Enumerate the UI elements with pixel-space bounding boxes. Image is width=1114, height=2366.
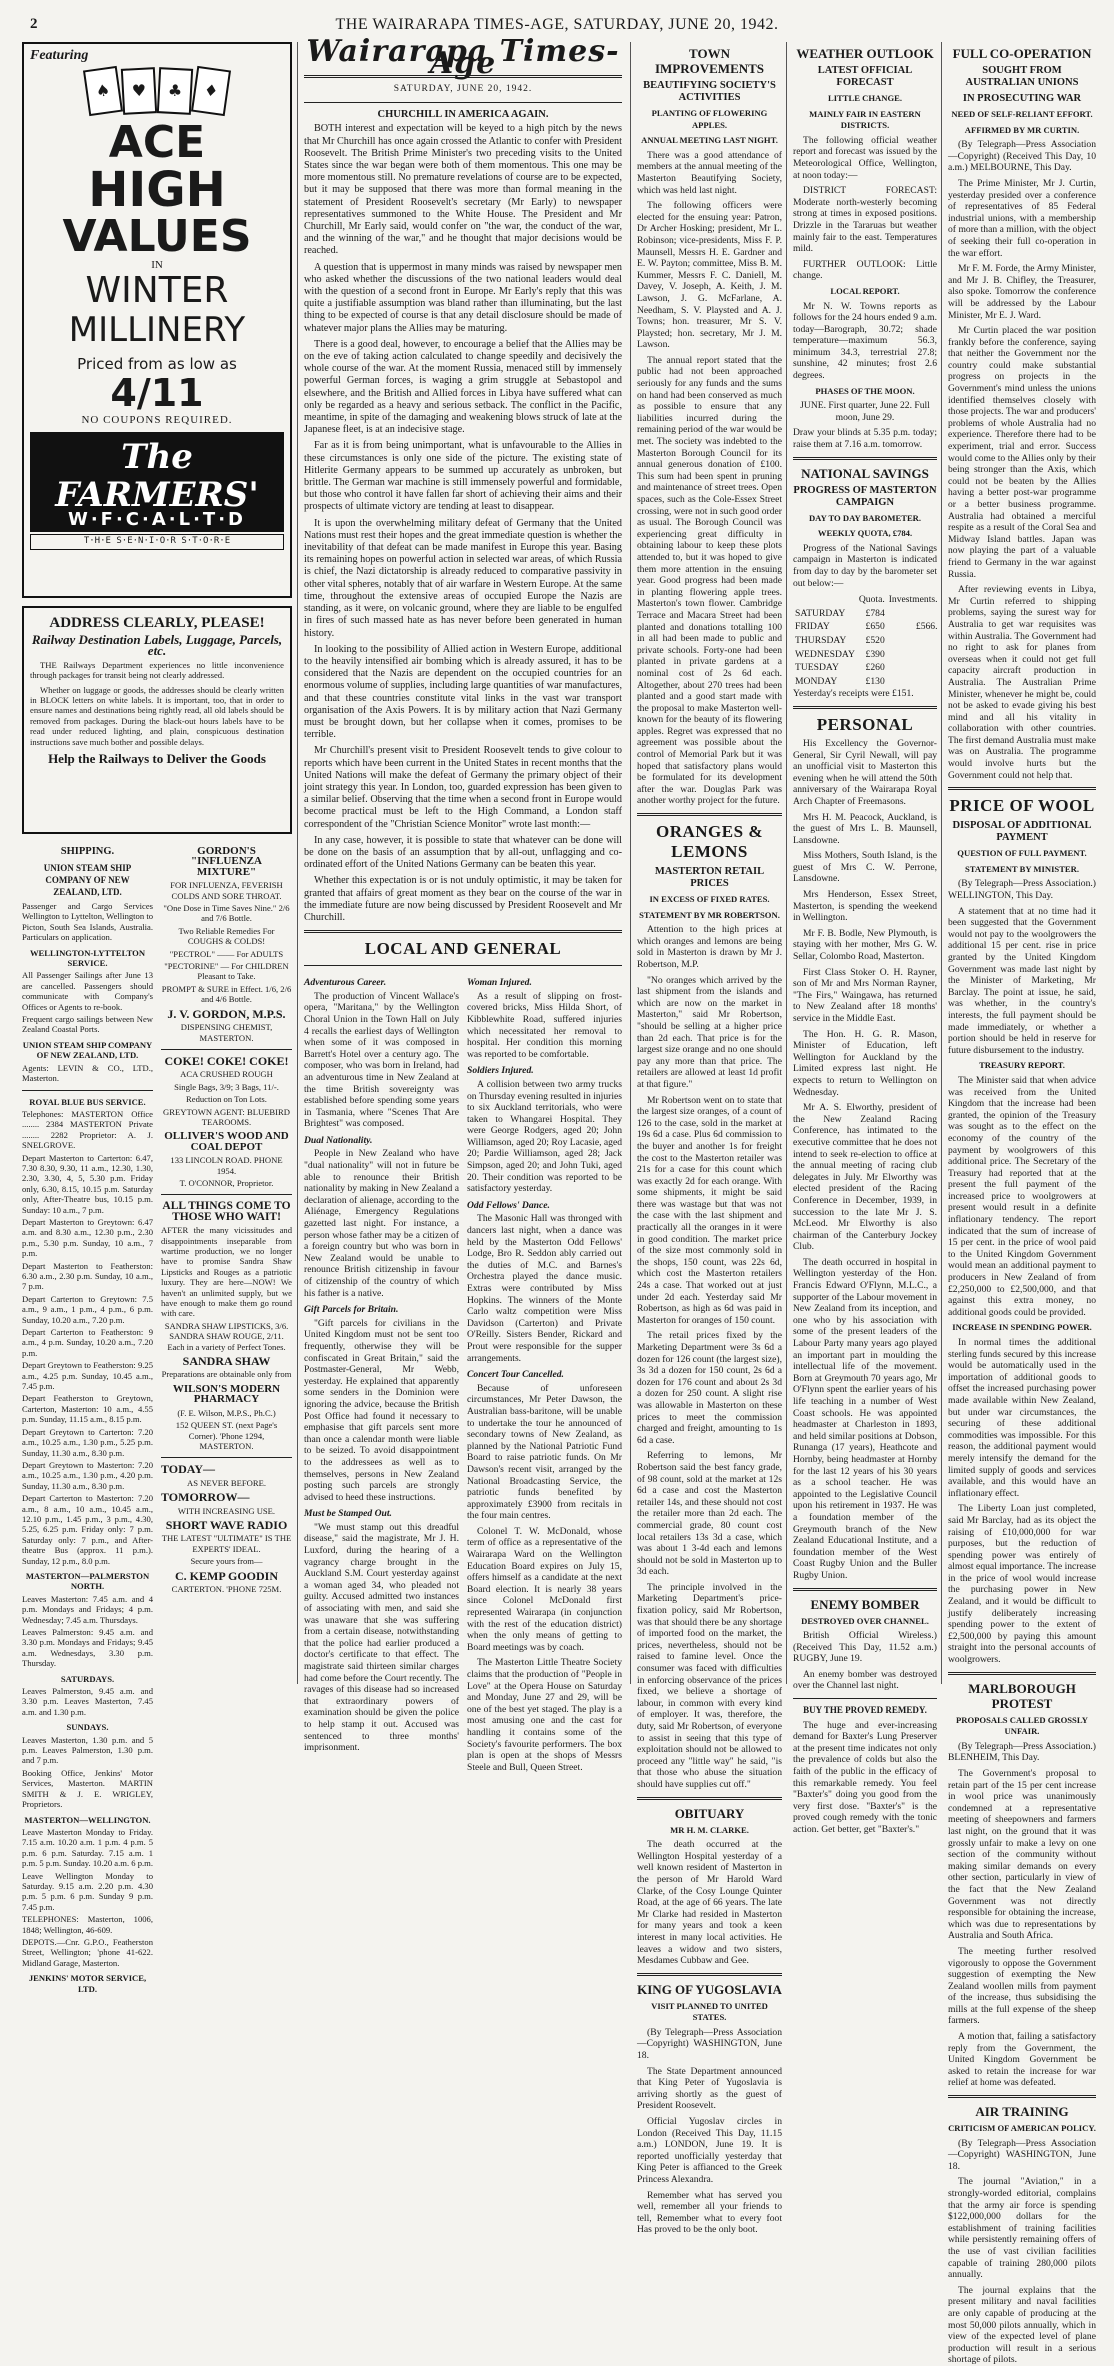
column-rule <box>941 42 942 1684</box>
item-heading: Concert Tour Cancelled. <box>467 1369 564 1381</box>
local-report: Mr N. W. Towns reports as follows for the 24 hours ended 9 a.m. today—Barograph, 30.72; shade temperature—maximum 56.3, minimum 34.3, terrestrial 27.8; sunshine, 42 minutes; frost 2.6 degrees. <box>793 300 937 382</box>
item-text: "Gift parcels for civilians in the United Kingdom must not be sent too frequently, otherwise they will be confiscated in Great Britain," said the Postmaster-General, Mr Webb, yesterday. He explained that apparently some senders in the Dominion were ignoring the advice, because the British Post Office had found it necessary to emphasise that gift parcels sent more than once a calendar month were liable to be seized. To avoid disappointment to the addressees as well as to themselves, persons in New Zealand posting such parcels are strongly advised to heed these instructions. <box>304 1317 459 1503</box>
local-general <box>304 972 622 1777</box>
in-label: IN <box>151 258 163 271</box>
moon-title: PHASES OF THE MOON. <box>815 385 915 396</box>
bus-title: ROYAL BLUE BUS SERVICE. <box>29 1096 146 1107</box>
savings-row <box>793 634 940 648</box>
local-report-title: LOCAL REPORT. <box>830 285 900 296</box>
wilson-pharm2: (F. E. Wilson, M.P.S., Ph.C.) <box>177 1407 276 1418</box>
column-rule <box>297 42 298 1684</box>
obit-title: OBITUARY <box>674 1805 745 1821</box>
telephones: TELEPHONES: Masterton, 1006, 1848; Wellington, 46-609. <box>22 1914 153 1935</box>
price-value: 4/11 <box>110 370 204 415</box>
investments-header: Investments. <box>888 594 938 606</box>
oranges-paragraph: The principle involved in the Marketing Department's price-fixation policy, said Mr Robertson, was that should there be any shortage of imported food on the market, the prices, nevertheless, should not be raised to famine level. Once the consumer was faced with difficulties in enforcing observance of the prices fixed, we believe a shortage of labour, in common with every kind of employer. It was, therefore, the duty, said Mr Robertson, of everyone to assist in seeing that this type of exploitation should not be allowed to proceed any "little way" he said, "is that those who abuse the situation should have supplies cut off." <box>637 1581 782 1790</box>
quota-header: Quota. <box>858 594 885 606</box>
railway-p2: Whether on luggage or goods, the addresses should be clearly written in BLOCK letters on white labels. It is important, too, that in order to ensure names and destinations being rightly read, all old labels should be removed from packages. During the black-out hours labels have to be read under reduced lighting, and plain, conspicuous destination instructions save much bother and possible delays. <box>30 684 284 747</box>
obit-article <box>637 1839 782 1967</box>
coop-paragraph: After reviewing events in Libya, Mr Curtin referred to shipping problems, saying the surest way for Australia to get war requisites was within Australia. The Government had no right to ask for planes from overseas when it could not get full capacity aircraft production in Australia. The Australian Prime Minister, whenever he might be, could not be asked to evade giving his best mind and all his vitality in collaboration with other countries. The first demand Australia must make was on Australia. The programme would involve hurts but the Government could not help that. <box>948 584 1097 781</box>
savings-investment <box>887 648 940 662</box>
personal-paragraph: The Hon. H. G. R. Mason, Minister of Education, left Wellington for Auckland by the Limited express last night. He expects to return to Wellington on Wednesday. <box>793 1028 937 1098</box>
lead-paragraph: It is upon the overwhelming military defeat of Germany that the United Nations must rest their hopes and the great immediate question is whether the inevitability of that defeat can be made manifest in Europe this year. Basing its remaining hopes on powerful action in selected war areas, of which Russia is chief, the Nazi dictatorship is already reduced to comparative passivity in other vital spheres, notably that of air warfare in Western Europe. At the same time, throughout the extensive areas of occupied Europe the Nazis are standing, as it were, on volcanic ground, where they are liable to be engulfed in fires of such massed hate as has never before been generated in human history. <box>304 517 622 639</box>
savings-barometer <box>793 593 940 688</box>
bus-line-9: Depart Greytown to Masterton: 7.20 a.m., 10.25 a.m., 1.30 p.m., 4.20 p.m. Sunday, 11.30 a.m., 8.30 p.m. <box>22 1459 153 1491</box>
farmers-brand: The FARMERS' <box>55 437 259 516</box>
gordon-name: J. V. GORDON, M.P.S. <box>167 1006 286 1021</box>
savings-sub-b: DAY TO DAY BAROMETER. <box>808 512 922 523</box>
yugo-sub: VISIT PLANNED TO UNITED STATES. <box>651 2000 768 2023</box>
savings-day: WEDNESDAY <box>795 648 855 660</box>
olliver-name: OLLIVER'S WOOD AND COAL DEPOT <box>164 1130 289 1153</box>
savings-sub-c: WEEKLY QUOTA, £784. <box>817 528 913 539</box>
item-text: The Masterton Little Theatre Society claims that the production of "People in Love" at the Opera House on Saturday and Monday, June 27 and 29, will be one of the best yet staged. The play is a most amusing one and the cast for handling it contains some of the Society's favourite performers. The box plan is open at the shops of Messrs Steele and Bull, Queen Street. <box>467 1657 622 1773</box>
air-paragraph: The journal explains that the present military and naval facilities are only capable of producing at the most 50,000 pilots annually, which in view of the expected level of plane production will result in a serious shortage of pilots. <box>948 2284 1096 2366</box>
town-sub-c: ANNUAL MEETING LAST NIGHT. <box>641 135 778 146</box>
local-general-left <box>304 972 459 1777</box>
shipping-p3: Frequent cargo sailings between New Zealand Coastal Ports. <box>22 1014 153 1035</box>
town-paragraph: There was a good attendance of members at the annual meeting of the Masterton Beautifying Society, which was held last night. <box>637 149 782 196</box>
item-heading: Dual Nationality. <box>304 1134 373 1146</box>
mw-2: Leave Wellington Monday to Saturday. 9.15 a.m. 2.20 p.m. 4.30 p.m. 5 p.m. 6 p.m. Sunday 9 p.m. 7.45 p.m. <box>22 1870 153 1912</box>
wool-article <box>948 878 1096 1056</box>
item-text: As a result of slipping on frost-covered bricks, Miss Hilda Short, of Kibblewhite Road, suffered injuries which necessitated her removal to hospital. Her condition this morning was reported to be comfortable. <box>467 990 622 1060</box>
savings-investment <box>887 634 940 648</box>
come-prep: Preparations are obtainable only from <box>161 1369 292 1380</box>
weather-sub-c: MAINLY FAIR IN EASTERN DISTRICTS. <box>809 108 921 131</box>
masthead: Wairarapa Times-Age <box>306 34 620 81</box>
coke-title: COKE! COKE! COKE! <box>164 1053 289 1068</box>
gordon-title: GORDON'S "INFLUENZA MIXTURE" <box>191 845 262 878</box>
farmers-advert <box>22 42 292 598</box>
yugo-paragraph: Official Yugoslav circles in London (Received This Day, 11.15 a.m.) LONDON, June 19. It is reported unofficially yesterday that King Peter is affianced to the Greek Princess Alexandra. <box>637 2116 782 2185</box>
blinds-notice: Draw your blinds at 5.35 p.m. today; raise them at 7.16 a.m. tomorrow. <box>793 427 937 451</box>
remedy-text: The huge and ever-increasing demand for Baxter's Lung Preserver at the present time indicates not only the prevalence of colds but also the faith of the public in the efficacy of this remarkable remedy. You feel "Baxter's" doing you good from the very first dose. "Baxter's" is the proved cough remedy with the tonic action. Get better, get "Baxter's." <box>793 1719 937 1835</box>
mw-title: MASTERTON—WELLINGTON. <box>24 1814 151 1825</box>
lead-paragraph: Whether this expectation is or is not unduly optimistic, it may be taken for granted that affairs of great moment as they bear on the course of the war in the immediate future are now being discussed by President Roosevelt and Mr Churchill. <box>304 875 622 923</box>
bus-line-4: Depart Carterton to Greytown: 7.5 a.m., 9 a.m., 1 p.m., 4 p.m., 6 p.m. Sunday, 10.20 a.m., 7.20 p.m. <box>22 1293 153 1325</box>
item-text: The Masonic Hall was thronged with dancers last night, when a dance was held by the Masterton Odd Fellows' Lodge, Bro R. Seddon ably carried out the duties of M.C. and Barnes's Orchestra played the dance music. Extras were contributed by Miss Hopkins. The winners of the Monte Carlo waltz competition were Miss Davidson (Carterton) and Private O'Reilly. Sisters Bender, Rickard and Prout were responsible for the supper arrangements. <box>467 1213 622 1364</box>
bomber-title: ENEMY BOMBER <box>810 1596 920 1612</box>
savings-intro: Progress of the National Savings campaign in Masterton is indicated from day to day by the barometer set out below:— <box>793 542 937 589</box>
marl-paragraph: The Government's proposal to retain part of the 15 per cent increase in wool price was unanimously condemned at a representative meeting of sheepowners and farmers last night, on the ground that it was grossly unfair to make a levy on one section of the community without making similar demands on every other section, particularly in view of the fact that the New Zealand Government was not directly responsible for obtaining the increase, which was due to representations by Australia and South Africa. <box>948 1768 1096 1942</box>
gordon-pectorine: "PECTORINE" — For CHILDREN Pleasant to Take. <box>164 961 289 982</box>
receipts: Yesterday's receipts were £151. <box>793 688 914 700</box>
marl-article <box>948 1741 1096 2089</box>
come-items: SANDRA SHAW LIPSTICKS, 3/6. SANDRA SHAW ROUGE, 2/11. Each in a variety of Perfect Tones. <box>164 1320 289 1352</box>
yugo-paragraph: Remember what has served you well, remember all your friends to tell, Remember what to every foot Has proved to be the only boot. <box>637 2189 782 2236</box>
high-heading: HIGH <box>88 161 226 218</box>
item-heading: Adventurous Career. <box>304 977 387 989</box>
weather-sub-b: LITTLE CHANGE. <box>827 93 903 103</box>
personal-paragraph: Mr F. B. Bodle, New Plymouth, is staying with her mother, Mrs G. W. Sellar, Colombo Road, Masterton. <box>793 927 937 963</box>
item-heading: Soldiers Injured. <box>467 1065 534 1077</box>
air-article <box>948 2138 1096 2366</box>
savings-day: SATURDAY <box>795 607 846 619</box>
treasury-title: TREASURY REPORT. <box>979 1060 1065 1071</box>
savings-title: NATIONAL SAVINGS <box>801 465 929 481</box>
air-paragraph: The journal "Aviation," in a strongly-worded editorial, complains that the army air force is spending $122,000,000 dollars for the establishment of training facilities while persistently remaining offers of the use of vast civilian facilities capable of training 280,000 pilots annually. <box>948 2176 1096 2281</box>
remedy-title: BUY THE PROVED REMEDY. <box>803 1705 927 1716</box>
savings-investment: £566. <box>915 621 938 633</box>
town-sub-a: BEAUTIFYING SOCIETY'S ACTIVITIES <box>643 80 776 103</box>
wool-sub-c: STATEMENT BY MINISTER. <box>964 863 1080 874</box>
column-rule <box>786 42 787 1684</box>
gordon-prompt: PROMPT & SURE in Effect. 1/6, 2/6 and 4/6 Bottle. <box>161 983 292 1005</box>
column-5 <box>948 42 1097 2366</box>
yugo-title: KING OF YUGOSLAVIA <box>637 1981 782 1997</box>
coop-sub-c: NEED OF SELF-RELIANT EFFORT. <box>951 109 1093 119</box>
savings-day: MONDAY <box>795 675 838 687</box>
weather-paragraph: DISTRICT FORECAST: Moderate north-westerly becoming strong at times in exposed positions. Drizzle in the Tararuas but weather mainly fair to the east. Temperatures mild. <box>793 185 937 255</box>
savings-row <box>793 607 940 621</box>
millinery-heading: MILLINERY <box>68 310 246 351</box>
savings-quota: £784 <box>865 607 885 619</box>
wool-paragraph: (By Telegraph—Press Association.) WELLINGTON, This Day. <box>948 878 1096 902</box>
running-head-title: THE WAIRARAPA TIMES-AGE, SATURDAY, JUNE 20, 1942. <box>335 16 779 33</box>
railway-advert <box>22 606 292 834</box>
town-paragraph: The following officers were elected for the ensuing year: Patron, Dr Archer Hosking; president, Mr L. Robinson; vice-presidents, Miss F. P. Maunsell, Messrs H. E. Gardner and E. W. Payton; committee, Miss B. M. Kummer, Messrs F. C. Daniell, M. Davey, V. Joseph, A. Keith, J. M. Lawson, J. G. McFarlane, A. Needham, S. V. Playsted and A. J. Towns; hon. treasurer, Mr S. V. Playsted; hon. secretary, Mr J. M. Lawson. <box>637 200 782 351</box>
sat-1: Leaves Palmerston, 9.45 a.m. and 3.30 p.m. Leaves Masterton, 7.45 a.m. and 1.30 p.m. <box>22 1686 153 1717</box>
coke-agent: GREYTOWN AGENT: BLUEBIRD TEAROOMS. <box>163 1106 290 1127</box>
heart-card-icon: ♥ <box>121 67 157 115</box>
savings-investment <box>887 675 940 689</box>
marl-title: MARLBOROUGH PROTEST <box>968 1680 1076 1711</box>
sundays: SUNDAYS. <box>66 1722 109 1733</box>
savings-sub-a: PROGRESS OF MASTERTON CAMPAIGN <box>793 484 937 508</box>
bomber-paragraph: An enemy bomber was destroyed over the Channel last night. <box>793 1668 937 1692</box>
weather-title: WEATHER OUTLOOK <box>796 46 934 61</box>
spending-paragraph: The Liberty Loan just completed, said Mr Barclay, had as its object the raising of £10,000,000 for war purposes, but the reduction of spending power was entirely of almost equal importance. The increase in the price of wool would increase the purchasing power in New Zealand, and it would be difficult to justify deliberately increasing spending power to the extent of £2,500,000 by paying this amount straight into the personal accounts of woolgrowers. <box>948 1503 1096 1666</box>
item-text: The production of Vincent Wallace's opera, "Maritana," by the Wellington Choral Union in the Town Hall on July 4 recalls the earliest days of Wellington when some of it was composed in Barrett's Hotel over a century ago. The composer, who was born in Ireland, had an adventurous time in New Zealand at the time British sovereignty was established before spending some years in Tasmania, where "Scenes That Are Brightest" was composed. <box>304 990 459 1130</box>
radio-sw: SHORT WAVE RADIO <box>165 1517 288 1532</box>
radio-inc: WITH INCREASING USE. <box>177 1505 276 1516</box>
wool-sub-a: DISPOSAL OF ADDITIONAL PAYMENT <box>952 820 1092 844</box>
farmers-logo <box>30 432 284 532</box>
small-adverts <box>22 842 292 1994</box>
bus-line-10: Depart Carterton to Masterton: 7.20 a.m., 8 a.m., 10 a.m., 10.45 a.m., 12.10 p.m., 1.45 p.m., 3 p.m., 4.30, 5.25, 6.25 p.m. Friday only: 7 p.m. Saturday only: 7 p.m., and After-theatre Bus (approx. 11 p.m.). Sunday, 12 p.m., 8.0 p.m. <box>22 1493 153 1566</box>
column-3 <box>637 42 783 2236</box>
bomber-paragraph: British Official Wireless.) (Received This Day, 11.52 a.m.) RUGBY, June 19. <box>793 1630 937 1665</box>
town-title: TOWN IMPROVEMENTS <box>654 46 765 76</box>
lead-paragraph: A question that is uppermost in many minds was raised by newspaper men who asked whether the discussions of the two national leaders would deal with the question of a second front in Europe. Mr Early's reply that this was quite a justifiable assumption was bland rather than illuminating, but the last thing to be expected of course is that any detail disclosure should be made of whatever major plans the Allies may be maturing. <box>304 261 622 334</box>
wool-paragraph: A statement that at no time had it been suggested that the Government would not pay to the woolgrowers the additional 15 per cent. rise in price granted by the United Kingdom Government was made last night by the Minister of Marketing, Mr Barclay. The point at issue, he said, was whether, in the country's interests, the full payment should be made immediately, or whether a portion should be held in reserve for future disbursement to the industry. <box>948 905 1096 1056</box>
column-editorial <box>304 34 622 1773</box>
savings-quota: £390 <box>865 648 885 660</box>
personal-paragraph: Mr A. S. Elworthy, president of the New Zealand Racing Conference, has intimated to the executive committee that he does not intend to seek re-election to office at the annual meeting of racing club delegates in July. Mr Elworthy was elected president of the Racing Conference in December, 1939, in succession to the late Mr J. S. McLeod. Mr Elworthy is also chairman of the Canterbury Jockey Club. <box>793 1102 937 1253</box>
oranges-sub-b: IN EXCESS OF FIXED RATES. <box>649 894 770 905</box>
lead-paragraph: In any case, however, it is possible to state that whatever can be done will be done on the basis of an assumption that by all-out, unflagging and co-ordinated effort of the United Nations Germany can be beaten this year. <box>304 834 622 871</box>
ace-heading: ACE <box>108 116 206 168</box>
gordon-sub: FOR INFLUENZA, FEVERISH COLDS AND SORE THROAT. <box>170 880 283 901</box>
bus-line-2: Depart Masterton to Greytown: 6.47 a.m. and 8.30 a.m., 12.30 p.m., 2.30 p.m., 5.30 p.m. Sunday, 10 a.m., 7 p.m. <box>22 1216 153 1259</box>
marl-sub: PROPOSALS CALLED GROSSLY UNFAIR. <box>956 1714 1088 1737</box>
personal-paragraph: His Excellency the Governor-General, Sir Cyril Newall, will pay an unofficial visit to Masterton this evening when he will attend the 50th anniversary of the Wairarapa Royal Arch Chapter of Freemasons. <box>793 737 937 807</box>
treasury-paragraph: The Minister said that when advice was received from the United Kingdom that the increase had been granted, the opinion of the Treasury was sought as to the effect on the economy of the country of the payment by woolgrowers of this additional price. The Secretary of the Treasury had reported that at the present the full payment of the increased price to woolgrowers at present would result in a definite inflationary tendency. The report indicated that the sum of increase of 15 per cent. in the price of wool paid to the United Kingdom Government would mean an additional payment to producers in New Zealand of from £2,250,000 to £2,500,000, and that against this extra money, no additional goods could be provided. <box>948 1074 1096 1318</box>
featuring-label: Featuring <box>30 48 89 63</box>
obit-sub: MR H. M. CLARKE. <box>670 1824 749 1835</box>
bus-telephone: Telephones: MASTERTON Office ........ 2384 MASTERTON Private ........ 2282 Proprietor: A. J. SNELGROVE. <box>22 1108 153 1151</box>
oranges-paragraph: Attention to the high prices at which oranges and lemons are being sold in Masterton is drawn by Mr J. Robertson, M.P. <box>637 924 782 970</box>
savings-day: FRIDAY <box>795 621 830 633</box>
bus-line-6: Depart Greytown to Featherston: 9.25 a.m., 4.25 p.m. Sunday, 10.45 a.m., 7.45 p.m. <box>22 1360 153 1392</box>
spending-title: INCREASE IN SPENDING POWER. <box>952 1322 1092 1333</box>
item-text: People in New Zealand who have "dual nationality" will not in future be able to renounce their British nationality by making in New Zealand a declaration of alienage, according to the Aliénage, Emergency Regulations gazetted last night. For instance, a person whose father may be a citizen of a foreign country but who was born in New Zealand would be unable to renounce British citizenship in favour of citizenship of the country of which his father is a native. <box>304 1148 459 1299</box>
lead-title: CHURCHILL IN AMERICA AGAIN. <box>377 108 549 120</box>
column-adverts <box>22 42 292 1994</box>
personal-paragraph: The death occurred in hospital in Wellington yesterday of the Hon. Francis Edward O'Flynn, M.L.C., a supporter of the Labour movement in New Zealand from its inception, and one who by his association with some of the present leaders of the Labour Party many years ago played an important part in moulding the intellectual life of the movement. Born at Greymouth 70 years ago, Mr O'Flynn spent the earlier years of his life teaching in a number of West Coast schools. He was appointed headmaster at Charleston in 1893, and held similar positions at Dobson, Runanga (17 years), Heathcote and Hornby, being headmaster at Hornby for the last 12 years of his 30 years as a school teacher. He was appointed to the Legislative Council upon his retirement in 1937. He was a foundation member of the Greymouth branch of the New Zealand Educational Institute, and a foundation member of the West Coast Rugby Union and the Buller Rugby Union. <box>793 1256 937 1581</box>
oranges-paragraph: Mr Robertson went on to state that the largest size oranges, of a count of 126 to the case, sold in the market at 19s 6d a case. Plus 6d commission to the buyer and another 1s for freight the cost to the Masterton retailer was 21s for a case for this count which was exactly 2d for each orange. With some shipments, it might be said there was wastage but that was not the case with the last shipment and practically all the oranges in it were in good condition. The market price of the size most commonly sold in the shops, 150 count, was 22s 6d, which cost the Masterton retailers 24s a case. That worked out at just under 2d each. Yesterday said Mr Robertson, as high as 6d was paid in Masterton for oranges of 150 count. <box>637 1094 782 1326</box>
radio-latest: THE LATEST "ULTIMATE" IS THE EXPERTS' IDEAL. <box>161 1533 292 1554</box>
playing-cards-illustration <box>30 68 284 114</box>
coke-reduction: Reduction on Ton Lots. <box>186 1094 267 1105</box>
local-general-title: LOCAL AND GENERAL <box>364 939 562 959</box>
personal-article <box>793 738 937 1582</box>
bomber-article <box>793 1630 937 1692</box>
sandra-shaw: SANDRA SHAW <box>182 1354 271 1369</box>
lead-paragraph: Mr Churchill's present visit to President Roosevelt tends to give colour to reports which have been current in the United States in recent months that the United Nations will make the defeat of Germany the primary object of their joint strategy this year. In London, too, guarded expression has been given to a similar belief. Observing that the time when a second front in Europe would become practical must be left to the High Command, a London staff correspondent of the "Christian Science Monitor" wrote last month:— <box>304 745 622 830</box>
mp-1: Leaves Masterton: 7.45 a.m. and 4 p.m. Mondays and Fridays; 4 p.m. Wednesday; 7.45 a.m. Thursdays. <box>22 1593 153 1625</box>
coop-paragraph: Mr F. M. Forde, the Army Minister, and Mr J. B. Chifley, the Treasurer, also spoke. Tomorrow the conference will be addressed by the Labour Minister, Mr E. J. Ward. <box>948 263 1096 321</box>
come-title: ALL THINGS COME TO THOSE WHO WAIT! <box>162 1200 291 1223</box>
union-co-2: UNION STEAM SHIP COMPANY OF NEW ZEALAND, LTD. <box>22 1039 153 1061</box>
lead-article <box>304 123 622 924</box>
wool-title: PRICE OF WOOL <box>949 796 1095 816</box>
jenkins: JENKINS' MOTOR SERVICE, LTD. <box>28 1973 147 1994</box>
lead-paragraph: Far as it is from being unimportant, what is unfavourable to the Allies in these circumstances is only one side of the picture. The existing state of Hitlerite Germany appears to be summed up accurately as unbroken, but brittle. The German war machine is still immensely powerful and formidable, but those who control it have fallen far short of achieving their aims and their prospects of ultimate victory are tending at least to disappear. <box>304 440 622 513</box>
coop-title: FULL CO-OPERATION <box>952 46 1092 61</box>
mw-1: Leave Masterton Monday to Friday. 7.15 a.m. 10.20 a.m. 1 p.m. 4 p.m. 5 p.m. 6 p.m. Saturday. 7.15 a.m. 1 p.m. 5 p.m. Sunday. 10.20 a.m. 6 p.m. <box>22 1826 153 1869</box>
bomber-sub: DESTROYED OVER CHANNEL. <box>801 1615 929 1626</box>
oranges-paragraph: The retail prices fixed by the Marketing Department were 3s 6d a dozen for 126 count (the largest size), 3s 3d a dozen for 150 count, 2s 6d a dozen for 176 count and about 2s 3d a dozen for 250 count. A slight rise was allowable in Masterton on these prices to meet the commission charged and freight, amounting to 1s 6d a case. <box>637 1330 783 1446</box>
no-coupons-label: NO COUPONS REQUIRED. <box>81 413 233 426</box>
shipping-p2: All Passenger Sailings after June 13 are cancelled. Passengers should communicate with Company's Offices or Agents to re-book. <box>22 970 153 1012</box>
come-p: AFTER the many vicissitudes and disappointments inseparable from wartime production, we no longer have to promise Sandra Shaw Lipsticks and Rouges as a patriotic luxury. They are here—NOW! We haven't an unlimited supply, but we have enough to make them go round with care. <box>161 1225 292 1319</box>
coke-sub: ACA CRUSHED ROUGH <box>180 1069 273 1080</box>
farmers-brand-sub: W·F·C·A·L·T·D <box>67 509 246 531</box>
savings-row <box>793 661 940 675</box>
values-heading: VALUES <box>62 210 252 262</box>
savings-investment <box>887 607 940 621</box>
agents: Agents: LEVIN & CO., LTD., Masterton. <box>22 1062 153 1084</box>
item-heading: Woman Injured. <box>467 977 532 989</box>
lyttelton-service: WELLINGTON-LYTTELTON SERVICE. <box>29 947 146 969</box>
olliver-addr: 133 LINCOLN ROAD. PHONE 1954. <box>170 1155 283 1176</box>
olliver-prop: T. O'CONNOR, Proprietor. <box>179 1177 274 1188</box>
treasury-article <box>948 1075 1096 1318</box>
radio-never: AS NEVER BEFORE. <box>186 1477 267 1488</box>
diamond-card-icon: ♦ <box>191 65 231 115</box>
personal-paragraph: First Class Stoker O. H. Rayner, son of Mr and Mrs Norman Rayner, "The Firs," Waingawa, has returned to New Zealand after 18 months' service in the Middle East. <box>793 966 937 1024</box>
saturdays: SATURDAYS. <box>60 1673 115 1684</box>
moon-phases: JUNE. First quarter, June 22. Full moon, June 29. <box>800 400 930 423</box>
wilson-pharmacy: WILSON'S MODERN PHARMACY <box>172 1382 281 1406</box>
bus-line-1: Depart Masterton to Carterton: 6.47, 7.30 8.30, 9.30, 11 a.m., 12.30, 1.30, 2.30, 3.30, 4, 5, 5.30 p.m. Friday only, 6.30, 8.15, 10.15 p.m. Saturday only, After-Theatre bus, 10.15 p.m. Sunday: 10 a.m., 7 p.m. <box>22 1152 153 1215</box>
coop-paragraph: The Prime Minister, Mr J. Curtin, yesterday presided over a conference of representatives of 85 Federal industrial unions, with a membership of more than a million, with the object of seeking their full co-operation in the war effort. <box>948 177 1096 259</box>
town-paragraph: The annual report stated that the public had not been approached seriously for any funds and the sums on hand had been conserved as much as possible to ensure that any liabilities incurred during the remaining period of the war would be met. The society was indebted to the Masterton Borough Council for its annual generous donation of £100. This sum had been spent in pruning and maintenance of street trees. Open spaces, such as the Cole-Essex Street crossing, were not in such good order as usual. The Borough Council was experiencing great difficulty in obtaining labour to keep these plots attended to, but it was hoped to give them more attention in the ensuing year. Good progress had been made in planting flowering apple trees. Masterton's town flower. Cambridge Terrace and Macara Street had been planted and donations totalling 100 in all had been made to public and private schools. Forty-one had been planted in private gardens at a nominal cost of 2s 6d each. Altogether, about 270 trees had been planted and a good start made with the proposal to make Masterton well-known for the beauty of its flowering apples. Regret was expressed that no agreement was possible about the control of Memorial Park but it was hoped that satisfactory plans would be formulated for its development after the war. Douglas Park was another worthy project for the future. <box>637 354 782 807</box>
coop-sub-b: IN PROSECUTING WAR <box>962 93 1082 104</box>
savings-quota: £520 <box>865 634 885 646</box>
weather-sub-a: LATEST OFFICIAL FORECAST <box>817 65 913 88</box>
personal-paragraph: Mrs Henderson, Essex Street, Masterton, is spending the weekend in Wellington. <box>793 889 937 924</box>
lead-paragraph: There is a good deal, however, to encourage a belief that the Allies may be on the eve of taking action calculated to change speedily and decisively the whole course of the war. At the moment Russia, menaced still by immensely powerful German forces, is waging a grim struggle at Sebastopol and elsewhere, and the British and Allied forces in Libya have suffered what can only be regarded as a heavy and serious setback. The conflict in the Pacific, meantime, in spite of the damaging and weakening blows struck of late at the Japanese fleet, is at an indecisive stage. <box>304 338 622 436</box>
marl-paragraph: (By Telegraph—Press Association.) BLENHEIM, This Day. <box>948 1740 1096 1764</box>
air-paragraph: (By Telegraph—Press Association—Copyright) WASHINGTON, June 18. <box>948 2137 1096 2172</box>
oranges-sub-a: MASTERTON RETAIL PRICES <box>654 866 765 890</box>
item-heading: Must be Stamped Out. <box>304 1508 392 1520</box>
spending-paragraph: In normal times the additional sterling funds secured by this increase would be automatically used in the importation of additional goods to offset the increased purchasing power made available within New Zealand, but under war circumstances, the securing of these additional commodities was impossible. For this reason, the additional payment would merely intensify the demand for the limited supply of goods and services available, and this would have an inflationary effect. <box>948 1337 1096 1499</box>
air-sub: CRITICISM OF AMERICAN POLICY. <box>948 2123 1096 2134</box>
spending-article <box>948 1337 1096 1666</box>
column-4 <box>793 42 938 1835</box>
marl-paragraph: A motion that, failing a satisfactory reply from the Government, the United Kingdom Government be asked to retain the increase for war relief at home was defeated. <box>948 2031 1096 2089</box>
item-heading: Odd Fellows' Dance. <box>467 1199 550 1211</box>
bus-line-7: Depart Featherston to Greytown, Carterton, Masterton: 10 a.m., 4.55 p.m. Sunday, 11.15 a.m., 8.15 p.m. <box>22 1393 153 1425</box>
item-text: A collision between two army trucks on Thursday evening resulted in injuries to six Auckland territorials, who were taken to Whangarei Hospital. They were George Rodgers, aged 20; John Williamson, aged 20; Roy Lacasie, aged 20; Pardie Williamson, aged 28; Jack Simpson, aged 20; and John Tuki, aged 20. Their condition was reported to be satisfactory yesterday. <box>467 1078 622 1195</box>
gordon-pectrol: "PECTROL" —— For ADULTS <box>169 948 284 959</box>
town-sub-b: PLANTING OF FLOWERING APPLES. <box>651 108 768 130</box>
savings-quota: £260 <box>865 662 885 674</box>
yugo-paragraph: The State Department announced that King Peter of Yugoslavia is arriving shortly as the guest of President Roosevelt. <box>637 2065 782 2112</box>
senior-store-banner: T·H·E S·E·N·I·O·R S·T·O·R·E <box>30 534 284 550</box>
local-general-right <box>467 972 622 1777</box>
savings-quota: £650 <box>865 621 885 633</box>
radio-today: TODAY— <box>161 1462 216 1477</box>
marl-paragraph: The meeting further resolved vigorously to oppose the Government suggestion of exempting the New Zealand woollen mills from payment of the increase, thus subsidising the mills at the full expense of the sheep farmers. <box>948 1945 1096 2027</box>
coke-bags: Single Bags, 3/9; 3 Bags, 11/-. <box>174 1081 279 1092</box>
oranges-paragraph: "No oranges which arrived by the last shipment from the islands and which are now on the market in Masterton," said Mr Robertson, "should be selling at a higher price than 2d each. That price is for the largest size orange and no one should pay any more than that price. The retailers are allowed at least 1d profit at that figure." <box>637 974 782 1090</box>
item-text: Because of unforeseen circumstances, Mr Peter Dawson, the Australian bass-baritone, will be unable to undertake the tour he announced of secondary towns of New Zealand, as planned by the National Patriotic Fund Board to raise patriotic funds. On Mr Dawson's recent visit, arranged by the National Broadcasting Service, the patriotic funds benefited by approximately £3900 from recitals in the four main centres. <box>467 1382 622 1522</box>
savings-day: TUESDAY <box>795 662 839 674</box>
town-article <box>637 150 782 807</box>
gordon-dose: "One Dose in Time Saves Nine." 2/6 and 7/6 Bottle. <box>163 903 290 924</box>
railway-title: ADDRESS CLEARLY, PLEASE! <box>49 615 265 631</box>
weather-article <box>793 135 937 282</box>
weather-paragraph: FURTHER OUTLOOK: Little change. <box>793 258 937 282</box>
yugo-article <box>637 2027 782 2236</box>
bus-line-3: Depart Masterton to Featherston: 6.30 a.m., 2.30 p.m. Sunday, 10 a.m., 7 p.m. <box>22 1260 153 1292</box>
winter-heading: WINTER <box>85 270 229 312</box>
booking: Booking Office, Jenkins' Motor Services, Masterton. MARTIN SMITH & J. E. WRIGLEY, Proprietors. <box>22 1767 153 1810</box>
oranges-article <box>637 924 782 1790</box>
shipping-column <box>22 842 153 1994</box>
weather-paragraph: The following official weather report and forecast was issued by the Meteorological Office, Wellington, at noon today:— <box>793 134 937 181</box>
coop-sub-a: SOUGHT FROM AUSTRALIAN UNIONS <box>965 65 1079 88</box>
shipping-p1: Passenger and Cargo Services Wellington to Lyttelton, Wellington to Picton, South Sea Islands, Australia. Particulars on application. <box>22 901 153 943</box>
sun-1: Leaves Masterton, 1.30 p.m. and 5 p.m. Leaves Palmerston, 1.30 p.m. and 7 p.m. <box>22 1734 153 1766</box>
wilson-addr: 152 QUEEN ST. (next Page's Corner). 'Phone 1294, MASTERTON. <box>175 1420 278 1451</box>
air-title: AIR TRAINING <box>975 2104 1069 2120</box>
railway-p1: THE Railways Department experiences no little inconvenience through packages for transit being not clearly addressed. <box>30 659 284 681</box>
coop-article <box>948 139 1096 781</box>
savings-row <box>793 620 940 634</box>
oranges-paragraph: Referring to lemons, Mr Robertson said the best fancy grade, of 98 count, sold at the market at 12s 6d a case and cost the Masterton retailer 14s, and these should not cost the retailer more than 2d each. The commercial grade, 80 count cost local retailers 13s 3d a case, which was about 1 3-4d each and lemons should not be sold in Masterton up to 3d each. <box>637 1450 782 1578</box>
savings-row <box>793 675 940 689</box>
radio-town: CARTERTON. 'PHONE 725M. <box>171 1583 282 1594</box>
savings-quota: £130 <box>865 675 885 687</box>
shipping-title: SHIPPING. <box>60 846 115 857</box>
oranges-title: ORANGES & LEMONS <box>656 822 763 862</box>
radio-secure: Secure yours from— <box>190 1556 263 1567</box>
railway-foot: Help the Railways to Deliver the Goods <box>48 751 266 767</box>
dateline: SATURDAY, JUNE 20, 1942. <box>393 84 533 95</box>
savings-day: THURSDAY <box>795 634 847 646</box>
spade-card-icon: ♠ <box>83 65 123 115</box>
mp-2: Leaves Palmerston: 9.45 a.m. and 3.30 p.m. Mondays and Fridays; 9.45 a.m. Wednesdays, 3.30 p.m. Thursday. <box>22 1627 153 1669</box>
priced-from-label: Priced from as low as <box>77 355 237 374</box>
personal-title: PERSONAL <box>816 714 914 734</box>
gordon-two: Two Reliable Remedies For COUGHS & COLDS! <box>178 925 275 947</box>
personal-paragraph: Miss Mothers, South Island, is the guest of Mrs C. W. Perrone, Lansdowne. <box>793 850 937 885</box>
depots: DEPOTS.—Cnr. G.P.O., Featherston Street, Wellington; 'phone 41-622. Midland Garage, Masterton. <box>22 1936 153 1968</box>
radio-tomorrow: TOMORROW— <box>161 1490 250 1505</box>
gordon-chem: DISPENSING CHEMIST, MASTERTON. <box>180 1022 273 1043</box>
railway-sub: Railway Destination Labels, Luggage, Parcels, etc. <box>31 631 283 659</box>
coop-sub-d: AFFIRMED BY MR CURTIN. <box>964 124 1080 135</box>
lead-paragraph: BOTH interest and expectation will be keyed to a high pitch by the news that Mr Churchill has once again crossed the Atlantic to confer with President Roosevelt. The British Prime Minister's two preceding visits to the United States since the war began were both of them momentous. This one may be more momentous still. No premature revelations of course are to be expected, but it may be supposed that there was more than formal meaning in the statement of President Roosevelt's secretary (Mr Early) to newspaper representatives summoned to the White House. The President and Mr Churchill, Mr Early said, would confer on "the war, the conduct of the war, and the winning of the war," and he thought that major decisions would be reached. <box>304 123 622 257</box>
item-text: Colonel T. W. McDonald, whose term of office as a representative of the Wairarapa Ward on the Wellington Education Board expires on July 15, offers himself as a candidate at the next Board election. It is nearly 38 years since Colonel McDonald first represented Wairarapa (in conjunction with the rest of the education district) when the only means of getting to Board meetings was by coach. <box>467 1525 622 1653</box>
bus-line-8: Depart Greytown to Carterton: 7.20 a.m., 10.25 a.m., 1.30 p.m., 5.25 p.m. Sunday, 11.30 a.m., 8.30 p.m. <box>22 1426 153 1458</box>
column-rule <box>630 42 631 1684</box>
right-adverts-column <box>161 842 292 1592</box>
wool-sub-b: QUESTION OF FULL PAYMENT. <box>957 848 1087 859</box>
oranges-sub-c: STATEMENT BY MR ROBERTSON. <box>639 909 780 920</box>
coop-paragraph: (By Telegraph—Press Association—Copyright) (Received This Day, 10 a.m.) MELBOURNE, This Day. <box>948 139 1096 174</box>
item-heading: Gift Parcels for Britain. <box>304 1304 399 1316</box>
coop-paragraph: Mr Curtin placed the war position frankly before the conference, saying that neither the Government nor the country could make substantial progress on projects in the Government's mind unless the unions identified themselves closely with those projects. The war and producers' problems of whole Australia had no experience. Therefore there had to be experiment, trial and error. Success would come to the Allies only by their being stronger than the Axis, which could not be beaten by the Allies having a better post-war programme or a better business programme. Australia had obtained a merciful respite as a result of the Coral Sea and Midway Island battles. Japan was now playing the part of a valuable friend to Germany in the war against Russia. <box>948 325 1096 580</box>
club-card-icon: ♣ <box>157 67 193 115</box>
bus-line-5: Depart Carterton to Featherston: 9 a.m., 4 p.m. Sunday, 10.20 a.m., 7.20 p.m. <box>22 1327 153 1358</box>
item-text: "We must stamp out this dreadful disease," said the magistrate, Mr J. H. Luxford, during the hearing of a vagrancy charge brought in the Auckland S.M. Court yesterday against a woman aged 34, who pleaded not guilty. Accused admitted two instances of associating with men, and said she was unaware that she was suffering from a certain disease, notwithstanding that the police had earlier produced a doctor's certificate to that effect. The magistrate said thirteen similar charges had come before the Court recently. The ravages of this disease had so increased that extraordinary powers of examination should be given the police to help stamp it out. Accused was sentenced to three months' imprisonment. <box>304 1521 459 1754</box>
personal-paragraph: Mrs H. M. Peacock, Auckland, is the guest of Mrs L. B. Maunsell, Lansdowne. <box>793 811 937 846</box>
union-co-1: UNION STEAM SHIP COMPANY OF NEW ZEALAND, LTD. <box>43 863 132 897</box>
radio-name: C. KEMP GOODIN <box>174 1568 278 1583</box>
page-number: 2 <box>30 16 38 32</box>
obit-paragraph: The death occurred at the Wellington Hospital yesterday of a well known resident of Masterton in the person of Mr Harold Ward Clarke, of the Cosy Lounge Quinter Road, at the age of 66 years. The late Mr Clarke had resided in Masterton for many years and took a keen interest in many local activities. He leaves a widow and two sisters, Mesdames Cubbaw and Gee. <box>637 1839 782 1967</box>
mp-title: MASTERTON—PALMERSTON NORTH. <box>25 1570 150 1592</box>
yugo-paragraph: (By Telegraph—Press Association—Copyright) WASHINGTON, June 18. <box>637 2026 782 2062</box>
savings-row <box>793 648 940 662</box>
lead-paragraph: In looking to the possibility of Allied action in Western Europe, additional to the heavily intensified air bombing which is already assured, it has to be considered that the Nazis are dependent on the occupied countries for an enormous volume of supplies, including large quantities of war manufactures, and that these countries constitute vital links in the vast war transport organisation of the Axis Powers. It is by military action that Nazi Germany must be brought down, but her collapse when it comes, promises to be terrible. <box>304 643 622 741</box>
savings-investment <box>887 661 940 675</box>
